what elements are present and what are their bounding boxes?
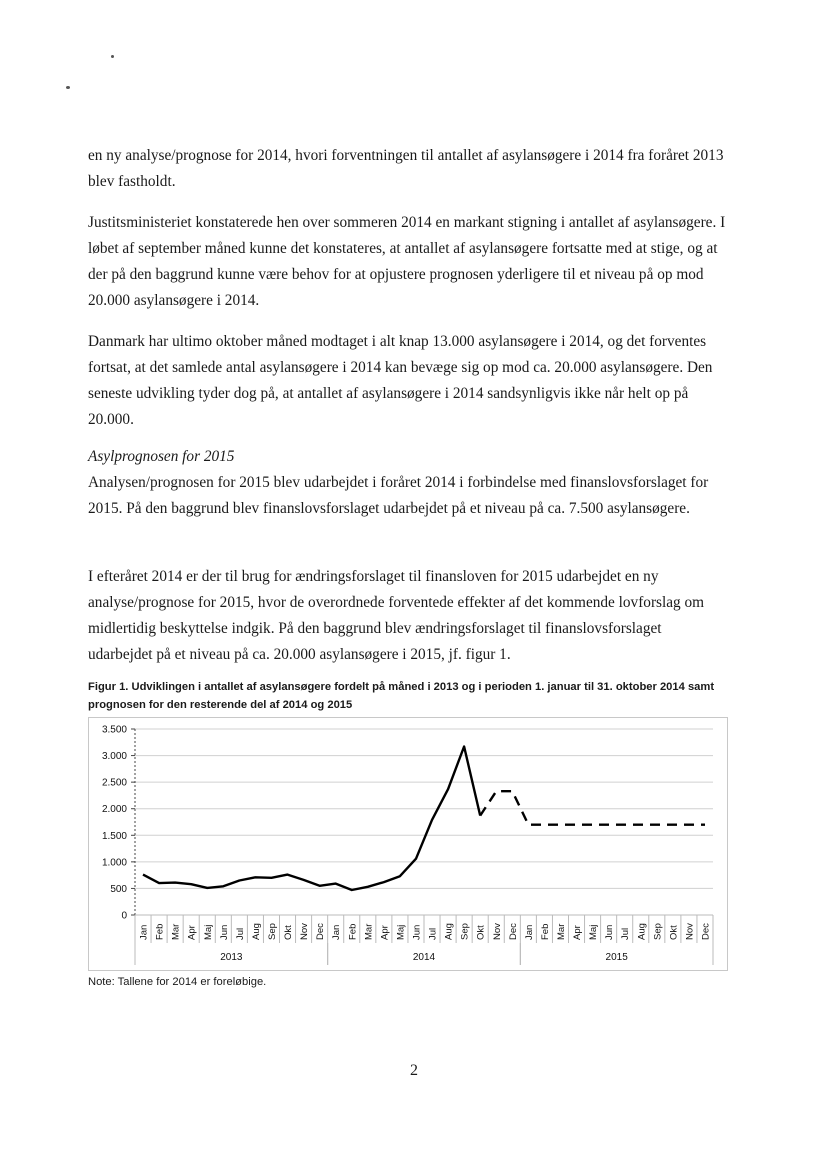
x-tick-label: Okt — [283, 925, 295, 940]
y-tick-label: 3.500 — [101, 724, 127, 736]
x-tick-label: Feb — [154, 923, 166, 940]
paragraph-1: en ny analyse/prognose for 2014, hvori forventningen til antallet af asylansøgere i 2014 fra foråret 2013 blev fastholdt. — [88, 147, 724, 190]
section-heading: Asylprognosen for 2015 — [88, 448, 235, 465]
line-chart — [89, 718, 727, 970]
figure-note: Note: Tallene for 2014 er foreløbige. — [88, 976, 267, 988]
x-tick-label: Apr — [572, 925, 584, 940]
x-tick-label: Jul — [620, 927, 632, 940]
paragraph-5: I efteråret 2014 er der til brug for ændringsforslaget til finansloven for 2015 udarbejdet en ny analyse/prognose for 2015, hvor de overordnede forventede effekter af det kommende lovforslag om midlertidig beskyttelse indgik. På den baggrund blev ændringsforslaget til finanslovsforslaget udarbejdet på et niveau på ca. 20.000 asylansøgere i 2015, jf. figur 1. — [88, 568, 705, 663]
scan-speck — [66, 86, 70, 89]
x-tick-label: Mar — [170, 923, 182, 940]
y-tick-label: 2.500 — [101, 777, 127, 789]
x-tick-label: Mar — [363, 923, 375, 940]
x-tick-label: Maj — [202, 924, 214, 940]
x-tick-label: Jun — [604, 924, 616, 940]
y-tick-label: 3.000 — [101, 751, 127, 763]
x-tick-label: Okt — [668, 925, 680, 940]
x-tick-label: Jan — [138, 924, 150, 940]
x-tick-label: Sep — [652, 923, 664, 940]
x-tick-label: Apr — [379, 925, 391, 940]
year-label: 2014 — [412, 952, 436, 963]
x-tick-label: Dec — [315, 923, 327, 940]
x-tick-label: Jul — [234, 927, 246, 940]
x-tick-label: Maj — [588, 924, 600, 940]
x-tick-label: Apr — [186, 925, 198, 940]
x-tick-label: Jun — [218, 924, 230, 940]
y-tick-label: 2.000 — [101, 804, 127, 816]
x-tick-label: Sep — [266, 923, 278, 940]
x-tick-label: Nov — [299, 923, 311, 940]
year-label: 2015 — [605, 952, 628, 963]
y-tick-label: 1.000 — [101, 857, 127, 869]
x-tick-label: Feb — [539, 923, 551, 940]
paragraph-4: Analysen/prognosen for 2015 blev udarbejdet i foråret 2014 i forbindelse med finanslovsforslaget for 2015. På den baggrund blev finanslovsforslaget udarbejdet på et niveau på ca. 7.500 asylansøgere. — [88, 474, 709, 517]
figure-caption: Figur 1. Udviklingen i antallet af asylansøgere fordelt på måned i 2013 og i perioden 1. januar til 31. oktober 2014 samt prognosen for den resterende del af 2014 og 2015 — [88, 681, 715, 711]
year-label: 2013 — [220, 952, 243, 963]
x-tick-label: Maj — [395, 924, 407, 940]
series-line-faktisk — [143, 747, 480, 891]
y-tick-label: 1.500 — [101, 830, 127, 842]
x-tick-label: Nov — [491, 923, 503, 940]
series-line-prognose — [480, 791, 705, 825]
x-tick-label: Jul — [427, 927, 439, 940]
x-tick-label: Aug — [443, 923, 455, 940]
x-tick-label: Jun — [411, 924, 423, 940]
x-tick-label: Aug — [250, 923, 262, 940]
x-tick-label: Jan — [331, 924, 343, 940]
scan-speck — [111, 55, 114, 58]
x-tick-label: Nov — [684, 923, 696, 940]
x-tick-label: Mar — [555, 923, 567, 940]
x-tick-label: Jan — [523, 924, 535, 940]
x-tick-label: Sep — [459, 923, 471, 940]
paragraph-2: Justitsministeriet konstaterede hen over sommeren 2014 en markant stigning i antallet af asylansøgere. I løbet af september måned kunne det konstateres, at antallet af asylansøgere fortsatte med at stige, og at der på den baggrund kunne være behov for at opjustere prognosen yderligere til et niveau på op mod 20.000 asylansøgere i 2014. — [88, 214, 726, 309]
x-tick-label: Dec — [507, 923, 519, 940]
x-tick-label: Okt — [475, 925, 487, 940]
x-tick-label: Aug — [636, 923, 648, 940]
x-tick-label: Feb — [347, 923, 359, 940]
y-tick-label: 0 — [121, 910, 127, 922]
chart-frame — [88, 717, 728, 971]
x-tick-label: Dec — [700, 923, 712, 940]
page-number: 2 — [410, 1062, 418, 1079]
y-tick-label: 500 — [110, 883, 127, 895]
paragraph-3: Danmark har ultimo oktober måned modtaget i alt knap 13.000 asylansøgere i 2014, og det forventes fortsat, at det samlede antal asylansøgere i 2014 kan bevæge sig op mod ca. 20.000 asylansøgere. Den seneste udvikling tyder dog på, at antallet af asylansøgere i 2014 sandsynligvis ikke når helt op på 20.000. — [88, 333, 713, 428]
